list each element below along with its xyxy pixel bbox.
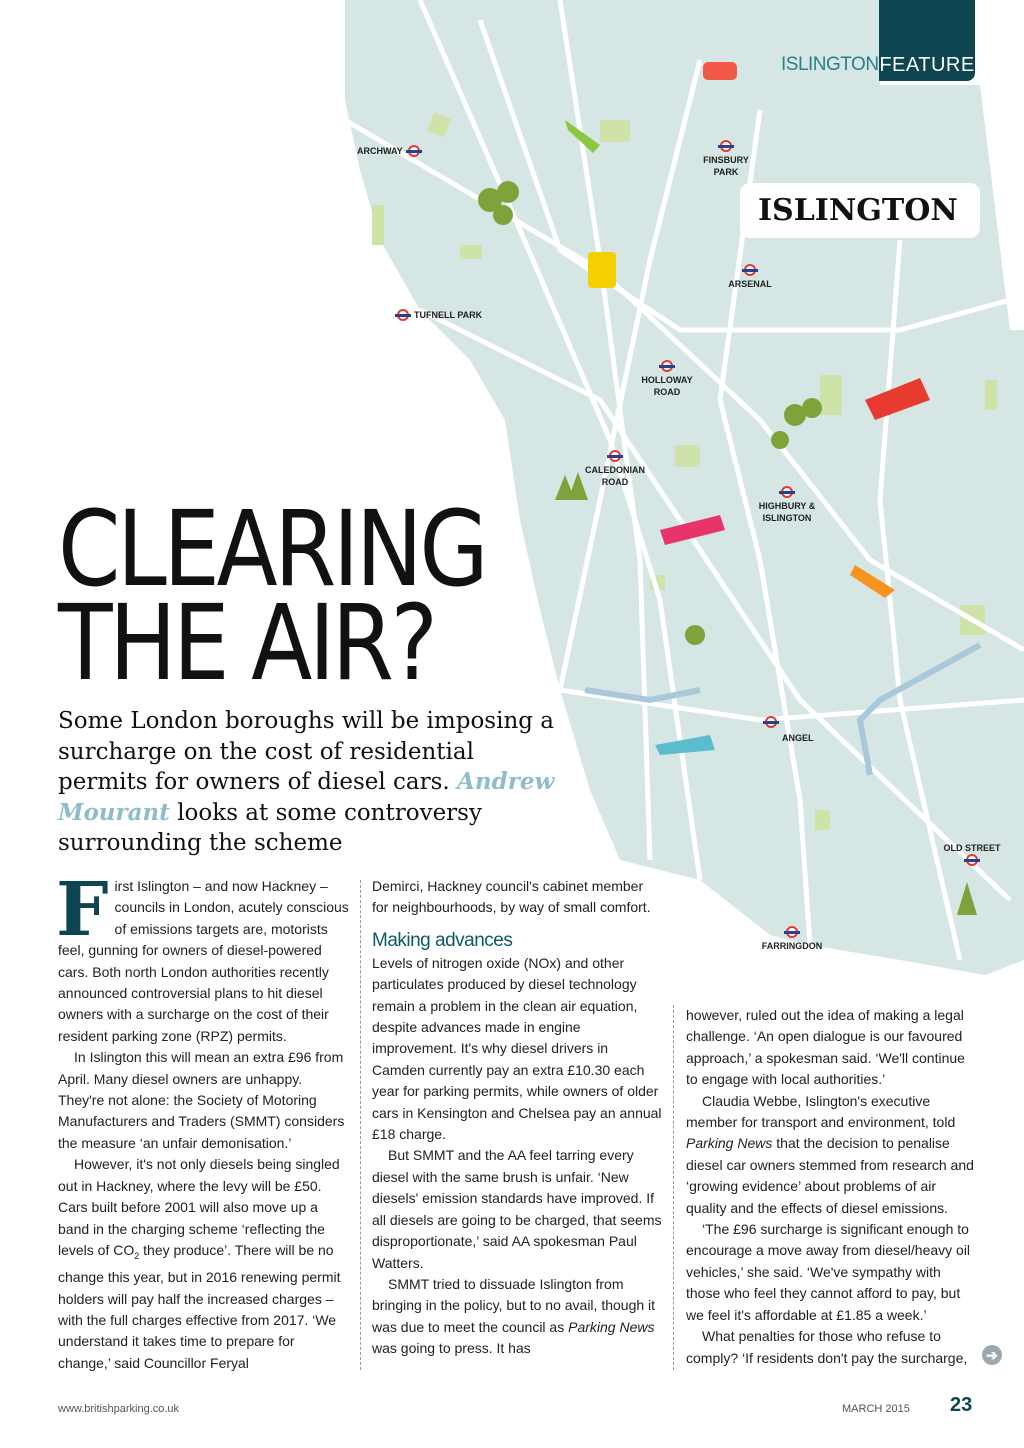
paragraph-text: Claudia Webbe, Islington's executive member for transport and environment, told [686, 1092, 956, 1131]
paragraph: But SMMT and the AA feel tarring every diesel with the same brush is unfair. ‘New diesels' emission standards have improved. If all diesels are going to be charged, that seems disproportionate,’ said AA spokesman Paul Watters. [372, 1147, 662, 1271]
station-old-street [942, 842, 1002, 868]
underground-roundel-icon [660, 360, 674, 372]
standfirst [58, 706, 558, 859]
paragraph: ‘The £96 surcharge is significant enough to encourage a move away from diesel/heavy oil vehicles,’ she said. ‘We've sympathy with those who feel they cannot afford to pay, but we feel it's affordable at £1.85 a week.’ [686, 1221, 971, 1323]
footer-url: www.britishparking.co.uk [58, 1403, 180, 1415]
paragraph-text: However, it's not only diesels being singled out in Hackney, where the levy will be £50. Cars built before 2001 will also move up a band in the charging scheme ‘reflecting the levels of CO [58, 1156, 340, 1258]
paragraph [372, 1274, 662, 1360]
station-label: HOLLOWAY ROAD [641, 375, 693, 397]
station-tufnell-park [396, 309, 482, 321]
headline-line-2: THE AIR? [58, 582, 435, 704]
underground-roundel-icon [764, 716, 778, 728]
section-label: ISLINGTON [781, 54, 879, 75]
paragraph: Levels of nitrogen oxide (NOx) and other particulates produced by diesel technology remain a problem in the clean air equation, despite advances made in engine improvement. It's why diesel drivers in Camden currently pay an extra £10.30 each year for parking permits, while owners of older cars in Kensington and Chelsea pay an annual £18 charge. [372, 954, 662, 1143]
paragraph [58, 1154, 350, 1374]
station-label: ARCHWAY [357, 146, 403, 156]
station-holloway-road [638, 360, 696, 398]
drop-cap: F [56, 867, 109, 953]
station-finsbury-park [700, 140, 752, 178]
underground-roundel-icon [780, 486, 794, 498]
standfirst-text: Some London boroughs will be imposing a surcharge on the cost of residential permits for owners of diesel cars. [58, 708, 555, 795]
paragraph: however, ruled out the idea of making a legal challenge. ‘An open dialogue is our favoured approach,’ a spokesman said. ‘We'll continue to engage with local authorities.’ [686, 1007, 965, 1088]
page-number: 23 [950, 1394, 973, 1416]
station-label: OLD STREET [943, 843, 1001, 853]
station-archway [357, 145, 421, 157]
paragraph: In Islington this will mean an extra £96 from April. Many diesel owners are unhappy. They're not alone: the Society of Motoring Manufacturers and Traders (SMMT) considers the measure ‘an unfair demonisation.’ [58, 1049, 345, 1151]
subscript: 2 [134, 1250, 140, 1261]
paragraph: What penalties for those who refuse to comply? ‘If residents don't pay the surcharge, [686, 1328, 968, 1366]
headline [58, 488, 486, 704]
paragraph: Demirci, Hackney council's cabinet member for neighbourhoods, by way of small comfort. [372, 878, 651, 916]
station-caledonian-road [582, 450, 648, 488]
paragraph [686, 1091, 976, 1219]
headline-line-1: CLEARING [58, 488, 486, 610]
underground-roundel-icon [743, 264, 757, 276]
station-label: CALEDONIAN ROAD [585, 465, 645, 487]
station-highbury-islington [752, 486, 822, 524]
station-arsenal [725, 264, 775, 290]
paragraph-text: that the decision to penalise diesel car owners stemmed from research and ‘growing evidence’ about problems of air quality and the effects of diesel emissions. [686, 1135, 974, 1216]
underground-roundel-icon [396, 309, 410, 321]
station-label: FARRINGDON [761, 941, 823, 951]
map-title: ISLINGTON [740, 183, 980, 238]
paragraph-text: SMMT tried to dissuade Islington from bringing in the policy, but to no avail, though it was due to meet the council as [372, 1275, 656, 1335]
underground-roundel-icon [608, 450, 622, 462]
arrow-right-icon: ➔ [982, 1345, 1002, 1365]
station-label: ARSENAL [728, 279, 772, 289]
subheading: Making advances [372, 929, 513, 951]
underground-roundel-icon [407, 145, 421, 157]
column-divider [360, 880, 361, 1370]
underground-roundel-icon [719, 140, 733, 152]
column-3 [686, 1005, 976, 1369]
station-label: ANGEL [782, 733, 814, 743]
underground-roundel-icon [965, 854, 979, 866]
station-label: HIGHBURY & ISLINGTON [758, 501, 816, 523]
publication-name: Parking News [686, 1135, 773, 1152]
station-label: FINSBURY PARK [703, 155, 749, 177]
column-1 [56, 867, 350, 1374]
underground-roundel-icon [785, 926, 799, 938]
station-farringdon [757, 926, 827, 952]
author-name: Andrew Mourant [58, 768, 555, 826]
paragraph: irst Islington – and now Hackney – councils in London, acutely conscious of emissions targets are, motorists feel, gunning for owners of diesel-powered cars. Both north London authorities recently announced controversial plans to hit diesel owners with a surcharge on the cost of their resident parking zone (RPZ) permits. [58, 878, 349, 1044]
station-label: TUFNELL PARK [414, 310, 483, 320]
footer-date: MARCH 2015 [842, 1403, 910, 1415]
column-2 [372, 876, 662, 1360]
paragraph-text: was going to press. It has [372, 1340, 531, 1357]
column-divider [673, 1005, 674, 1370]
publication-name: Parking News [568, 1318, 655, 1335]
standfirst-text-end: looks at some controversy surrounding the scheme [58, 799, 482, 856]
feature-tab: FEATURE [879, 0, 975, 81]
station-angel [764, 716, 814, 743]
paragraph-text: they produce’. There will be no change this year, but in 2016 renewing permit holders will pay half the increased charges – with the full charges effective from 2017. ‘We understand it takes time to prepare for change,’ said Councillor Feryal [58, 1241, 341, 1371]
